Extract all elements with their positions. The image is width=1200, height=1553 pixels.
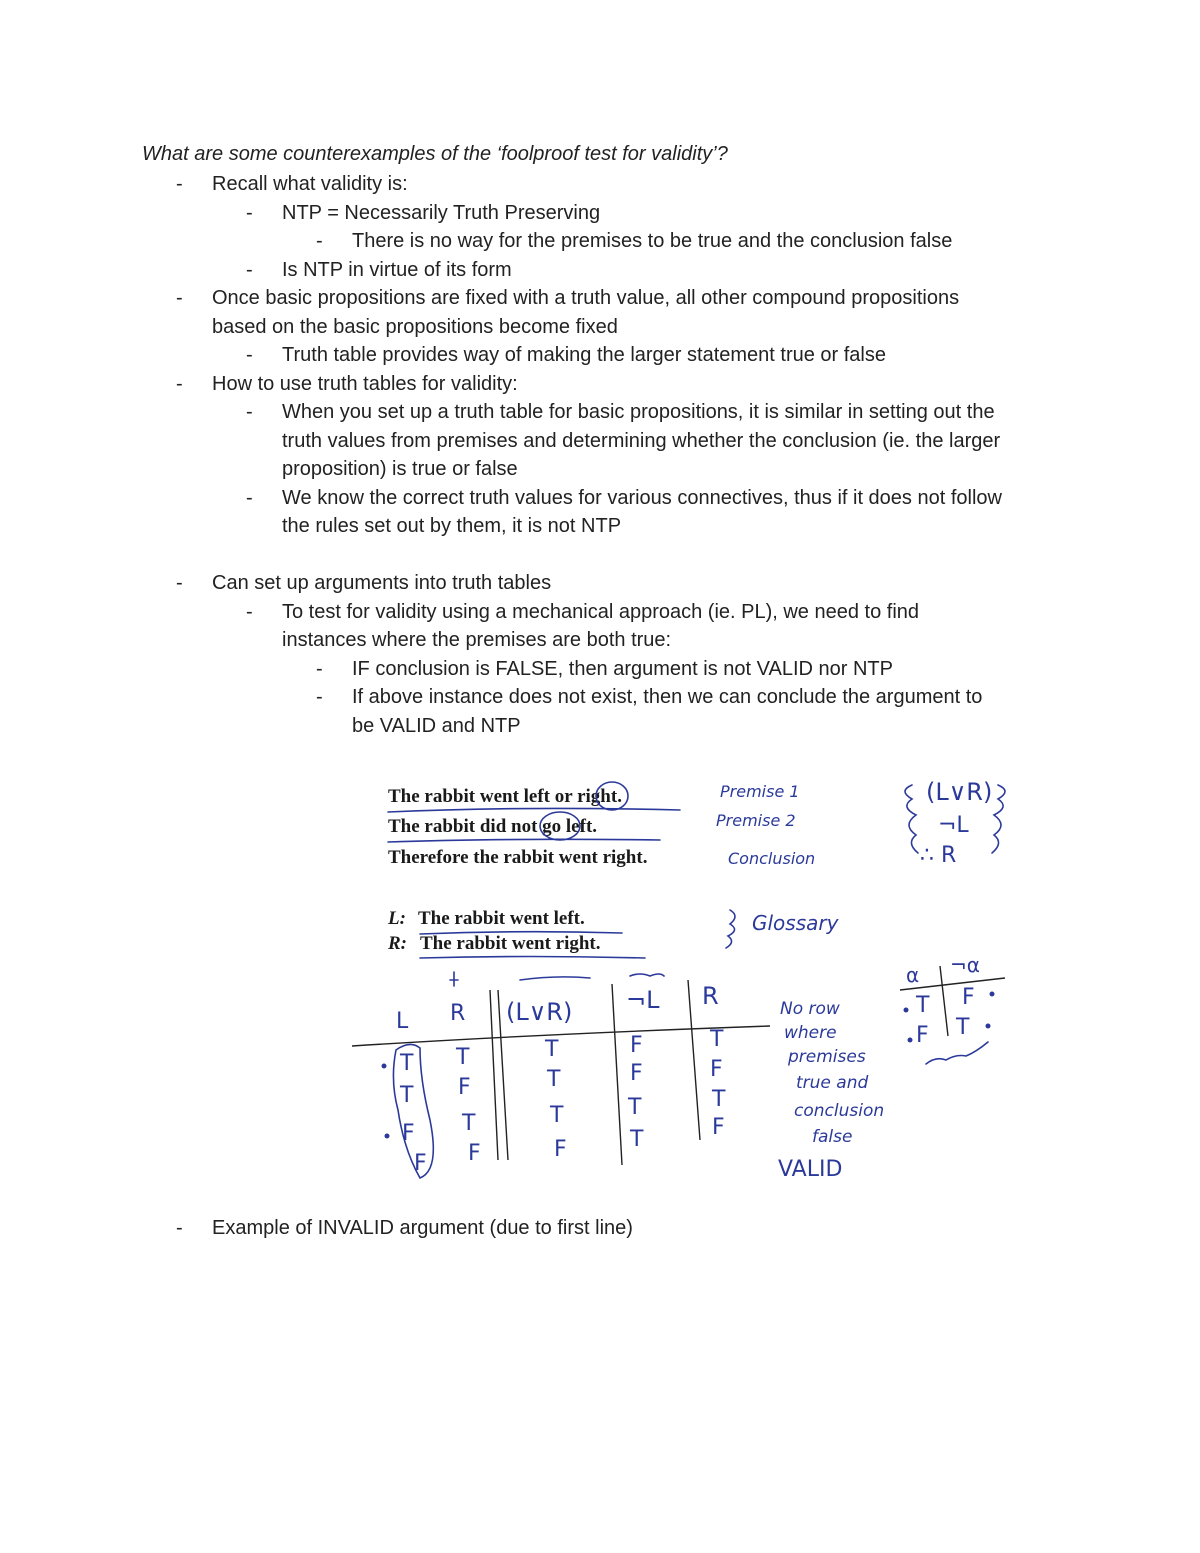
bullet-text: truth values from premises and determining whether the conclusion (ie. the larger [282,429,1001,452]
bullet-dash: - [176,287,183,309]
cell: F [458,1075,471,1100]
bullet-dash: - [246,344,253,366]
bullet-text: Truth table provides way of making the larger statement true or false [282,344,886,366]
bullet-text: IF conclusion is FALSE, then argument is not VALID nor NTP [352,657,893,680]
cell: T [628,1095,642,1120]
cell: F [402,1121,415,1146]
neg-header-not-alpha: ¬α [950,953,980,977]
bullet-dash: - [246,600,253,623]
bullet-dash: - [316,657,323,680]
table-divider-3 [688,980,700,1140]
cell: T [456,1045,470,1070]
cell: F [630,1033,643,1058]
bullet-text: the rules set out by them, it is not NTP [282,515,622,537]
glossary-sym-l: L: [388,908,406,929]
table-header-r2: R [702,982,719,1010]
underline-premise-1 [388,808,680,812]
neg-squiggle [926,1042,988,1064]
cell: T [710,1027,724,1052]
annotation-premise-1: Premise 1 [720,782,800,801]
cell: T [545,1037,559,1062]
bullet-text: based on the basic propositions become fixed [212,315,618,338]
bullet-text: proposition) is true or false [282,458,518,480]
argument-line-3: Therefore the rabbit went right. [388,847,648,868]
underline-premise-2 [388,839,660,842]
bullet-text: If above instance does not exist, then we can conclude the argument to [352,686,983,708]
bullet-text: instances where the premises are both true: [282,629,672,651]
bullet-dash: - [176,1217,183,1239]
bullet-dash: - [176,572,183,594]
symbol-conclusion: ∴ R [920,843,957,868]
bullet-dash: - [176,173,183,195]
question-heading: What are some counterexamples of the ‘foolproof test for validity’? [142,143,728,165]
cell: F [712,1115,725,1140]
glossary-underline-2 [420,957,645,959]
cell: F [710,1057,723,1082]
bullet-text: To test for validity using a mechanical approach (ie. PL), we need to find [282,600,920,623]
table-header-not-l: ¬L [626,986,660,1014]
neg-cell: F [916,1023,929,1048]
header-mark-2 [630,974,664,976]
table-header-l: L [396,1009,409,1034]
side-note-valid: VALID [778,1157,843,1182]
cell: T [630,1127,644,1152]
cell: T [462,1111,476,1136]
table-header-r: R [450,1001,466,1026]
argument-line-1: The rabbit went left or right. [388,786,622,807]
symbol-premise-1: (L∨R) [926,778,993,806]
side-note-5: conclusion [794,1101,885,1121]
cell: F [414,1151,427,1176]
arrow-mark [450,972,458,986]
bullet-dash: - [246,401,253,423]
row-dot [385,1134,390,1139]
bullet-text: Once basic propositions are fixed with a truth value, all other compound propositions [212,287,960,309]
bullet-text: Is NTP in virtue of its form [282,258,512,281]
side-note-6: false [812,1127,853,1147]
argument-line-2: The rabbit did not go left. [388,816,598,837]
bullet-text: Recall what validity is: [212,173,408,195]
left-brace [905,785,918,853]
glossary-note: Glossary [752,911,839,935]
bullet-text: Example of INVALID argument (due to first line) [212,1217,633,1239]
bullet-text: There is no way for the premises to be true and the conclusion false [352,230,953,252]
glossary-brace [726,910,735,948]
bullet-dash: - [176,372,183,395]
neg-dot [986,1024,991,1029]
cell: T [547,1067,561,1092]
cell: T [400,1083,414,1108]
cell: T [550,1103,564,1128]
bullet-text: Can set up arguments into truth tables [212,572,552,594]
cell: T [712,1087,726,1112]
side-note-3: premises [788,1047,866,1067]
bullet-dash: - [246,486,253,509]
table-divider-2 [612,984,622,1165]
table-header-or: (L∨R) [506,998,573,1026]
neg-cell: F [962,985,975,1010]
bullet-text: NTP = Necessarily Truth Preserving [282,201,601,224]
right-brace [992,785,1005,853]
table-header-rule [352,1026,770,1046]
bullet-dash: - [246,201,253,224]
bullet-text: We know the correct truth values for various connectives, thus if it does not follow [282,486,1002,509]
annotation-conclusion: Conclusion [728,849,816,868]
bullet-dash: - [316,686,323,708]
bullet-text: be VALID and NTP [352,714,521,737]
cell: F [468,1141,481,1166]
neg-dot [904,1008,909,1013]
glossary-text-l: The rabbit went left. [418,908,585,929]
glossary-text-r: The rabbit went right. [420,933,601,954]
row-dot [382,1064,387,1069]
bullet-dash: - [316,230,323,252]
bullet-text: How to use truth tables for validity: [212,372,518,395]
neg-cell: T [916,993,930,1018]
neg-cell: T [956,1015,970,1040]
neg-header-alpha: α [906,963,920,987]
side-note-2: where [784,1023,837,1043]
cell: T [400,1051,414,1076]
neg-dot [990,992,995,997]
cell: F [554,1137,567,1162]
header-mark-1 [520,977,590,980]
neg-dot [908,1038,913,1043]
annotation-premise-2: Premise 2 [716,811,796,830]
side-note-4: true and [796,1073,869,1093]
glossary-sym-r: R: [388,933,407,954]
truth-table-rows [399,1027,726,1176]
cell: F [630,1061,643,1086]
side-note-1: No row [780,999,840,1019]
bullet-dash: - [246,258,253,281]
symbol-premise-2: ¬L [938,813,969,838]
bullet-text: When you set up a truth table for basic propositions, it is similar in setting out the [282,401,995,423]
